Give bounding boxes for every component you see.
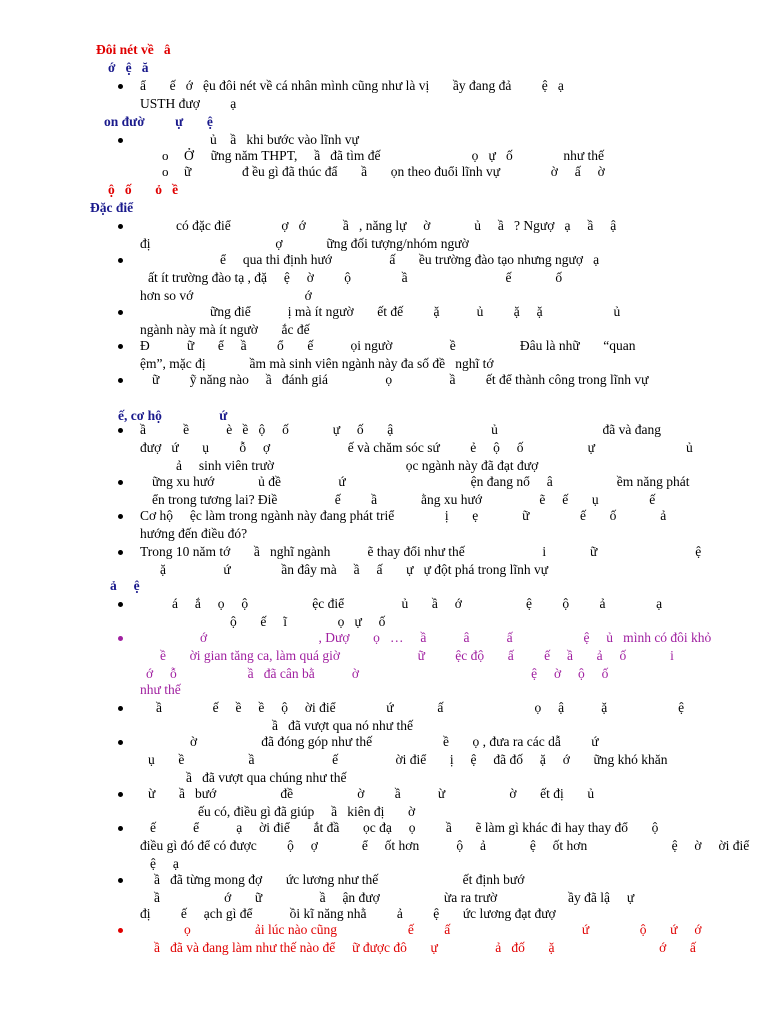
question-text-cont: đị ế ạch gì để ồi kĩ năng nhằ ả ệ ức lương đạt đượ	[140, 906, 556, 921]
bullet-icon	[118, 792, 123, 797]
subquestion-text: ữ đ ều gì đã thúc đẩ ầ ọn theo đuổi lĩnh vự ờ ấ ờ	[184, 164, 605, 179]
bullet-icon	[118, 344, 123, 349]
question-text: có đặc điể ợ ớ ầ , năng lự ờ ủ ầ ? Ngượ ạ ầ ậ	[176, 218, 617, 233]
question-text-cont: ầ đã vượt qua nó như thế	[272, 718, 413, 733]
question-text-purple-cont: như thế	[140, 682, 181, 697]
bullet-icon	[118, 138, 123, 143]
subquestion-text: Ở ững năm THPT, ầ đã tìm đế ọ ự ố như thế	[184, 148, 605, 163]
section-title-opportunities: ế, cơ hộ ứ	[118, 408, 228, 423]
section-title-red: ộ ố ỏ ề	[108, 182, 179, 197]
section-title-features: Đặc điể	[90, 200, 134, 215]
question-text-cont: ầ đã vượt qua chúng như thế	[186, 770, 347, 785]
bullet-icon	[118, 550, 123, 555]
bullet-icon	[118, 514, 123, 519]
question-text: ủ ầ khi bước vào lĩnh vự	[210, 132, 359, 147]
question-text-purple-cont: ớ ỗ ầ đã cân bằ ờ ệ ờ ộ ố	[146, 666, 609, 681]
bullet-icon	[118, 878, 123, 883]
question-text: ẩ ế ớ ệu đôi nét về cá nhân mình cũng như là vị ầy đang đả ệ ạ	[140, 78, 564, 93]
bullet-icon	[118, 258, 123, 263]
bullet-icon	[118, 480, 123, 485]
question-text: ờ đã đóng góp như thế ề ọ , đưa ra các dẫ ứ	[190, 734, 599, 749]
question-text: á ắ ọ ộ ệc điể ủ ầ ớ ệ ộ ả ạ	[172, 596, 663, 611]
question-text: ầ đã từng mong đợ ức lương như thế ết định bướ	[154, 872, 525, 887]
bullet-icon	[118, 928, 123, 933]
question-text-cont: ếu có, điều gì đã giúp ầ kiên đị ờ	[198, 804, 416, 819]
bullet-icon	[118, 378, 123, 383]
bullet-icon	[118, 310, 123, 315]
section-title-experience: ả ệ	[110, 578, 140, 593]
question-text: ầ ề è ề ộ ố ự ố ậ ủ đã và đang	[140, 422, 662, 437]
bullet-icon	[118, 740, 123, 745]
question-text-cont: ả sinh viên trườ ọc ngành này đã đạt đượ	[176, 458, 539, 473]
question-text: ừ ầ bướ đề ờ ầ ừ ờ ết đị ủ	[148, 786, 595, 801]
question-text-cont: ệm”, mặc đị ầm mà sinh viên ngành này đa số đề nghĩ tớ	[140, 356, 494, 371]
question-text-cont: ệ ạ	[150, 856, 179, 871]
question-text: ững điể ị mà ít ngườ ết đế ặ ủ ặ ặ ủ	[210, 304, 621, 319]
bullet-icon	[118, 602, 123, 607]
question-text-cont: ặ ứ ần đây mà ầ ấ ự ự đột phá trong lĩnh vự	[160, 562, 549, 577]
question-text-purple: ớ , Dượ ọ … ầ â ấ ệ ủ mình có đôi khỏ	[200, 630, 712, 645]
question-text-cont: ầ ớ ữ ầ ận đượ ừa ra trườ ầy đã lậ ự	[154, 890, 635, 905]
question-text: Trong 10 năm tớ ầ nghĩ ngành ẽ thay đổi như thế i ữ ệ	[140, 544, 702, 559]
question-text-cont: đị ợ ững đối tượng/nhóm ngườ	[140, 236, 469, 251]
bullet-icon	[118, 84, 123, 89]
bullet-icon	[118, 826, 123, 831]
question-text: Cơ hộ ệc làm trong ngành này đang phát triể ị ẹ ữ ế ố ả	[140, 508, 667, 523]
question-text-red: ọ ải lúc nào cũng ế ấ ứ ộ ứ ớ	[184, 922, 702, 937]
bullet-icon	[118, 224, 123, 229]
question-text-cont: hướng đến điều đó?	[140, 526, 248, 541]
question-text: ững xu hướ ủ đề ứ ện đang nổ â ềm năng phát	[152, 474, 690, 489]
section-title-intro: Đôi nét về â	[96, 42, 171, 57]
circle-bullet-icon: o	[162, 148, 169, 163]
question-text-purple-cont: ề ời gian tăng ca, làm quá giờ ữ ệc độ ấ ế ầ ả ố i	[160, 648, 674, 663]
question-text-cont: ụ ề ầ ế ời điể ị ệ đã đố ặ ớ ững khó khăn	[148, 752, 668, 767]
question-text: ể qua thi định hướ ấ ều trường đào tạo nhưng ngượ ạ	[220, 252, 600, 267]
question-text: ế ể ạ ời điể ắt đầ ọc đạ ọ ầ ẽ làm gì khác đi hay thay đổ ộ	[150, 820, 659, 835]
question-text-cont: ất ít trường đào tạ , đặ ệ ờ ộ ầ ế ố	[148, 270, 563, 285]
question-text-cont: điều gì đó để có được ộ ợ ể ốt hơn ộ ả ệ ốt hơn ệ ờ ời điể	[140, 838, 750, 853]
question-text-cont: hơn so vớ ớ	[140, 288, 312, 303]
question-text-cont: ển trong tương lai? Điề ế ầ ằng xu hướ ẽ ế ụ ế	[152, 492, 656, 507]
question-text-cont: ộ ế ĩ ọ ự ố	[230, 614, 386, 629]
subsection-title-path: on đườ ự ệ	[104, 114, 213, 129]
question-text-red-cont: ầ đã và đang làm như thế nào để ữ được đô ự ả đố ặ ớ ấ	[154, 940, 696, 955]
bullet-icon	[118, 636, 123, 641]
question-text-cont: đượ ứ ụ ỗ ợ ế và chăm sóc sứ ẻ ộ ố ự ủ	[140, 440, 693, 455]
question-text-cont: USTH đượ ạ	[140, 96, 237, 111]
question-text-cont: ngành này mà ít ngườ ắc đế	[140, 322, 310, 337]
circle-bullet-icon: o	[162, 164, 169, 179]
bullet-icon	[118, 428, 123, 433]
question-text: ữ ỹ năng nào ầ đánh giá ọ ầ ết để thành công trong lĩnh vự	[152, 372, 649, 387]
question-text: Đ ữ ể ầ ổ ế ọi ngườ ề Đâu là nhữ “quan	[140, 338, 636, 353]
bullet-icon	[118, 706, 123, 711]
question-text: ầ ế ề ề ộ ời điể ứ ấ ọ ậ ặ ệ	[156, 700, 685, 715]
subsection-title-intro: ớ ệ ă	[108, 60, 149, 75]
